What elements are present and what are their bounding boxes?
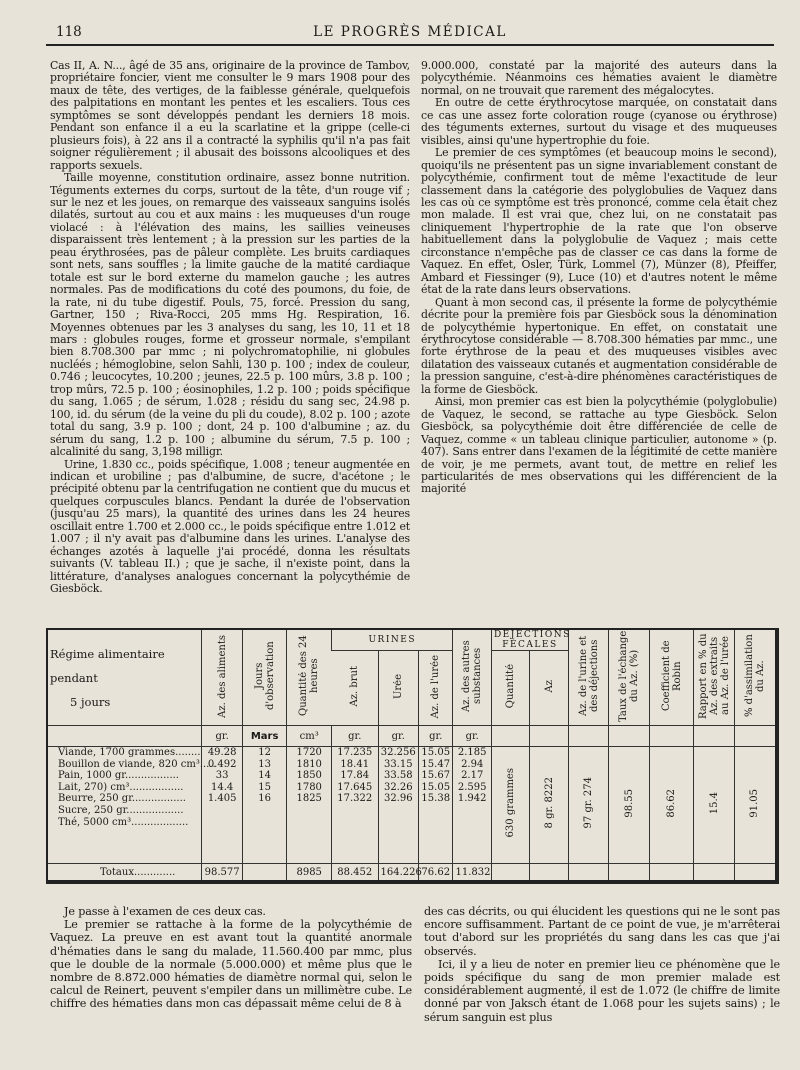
total-quantite: 8985	[287, 864, 332, 881]
right-column-bottom	[424, 905, 780, 1024]
header-az-uree: Az. de l'urée	[419, 651, 453, 726]
dej-az-value: 8 gr. 8222	[530, 747, 568, 864]
regime-duration: 5 jours	[70, 694, 111, 709]
urines-group-header: URINES	[331, 630, 453, 651]
paragraph: Urine, 1.830 cc., poids spécifique, 1.008 ; teneur augmentée en indican et urobiline ; pas d'albumine, de sucre, d'acétone ; le précipité obtenu par la centrifugation ne contient que du mucus et quelques corpuscules blancs. Pendant la durée de l'observation (jusqu'au 25 mars), la quantité des urines dans les 24 heures oscillait entre 1.700 et 2.000 cc., le poids spécifique entre 1.012 et 1.007 ; il n'y avait pas d'albumine dans les urines. L'analyse des échanges azotés à laquelle j'ai procédé, donna les résultats suivants (V. tableau II.) ; que je sache, il n'existe point, dans la littérature, d'analyses analogues concernant la polycythémie de Giesböck.	[50, 457, 410, 596]
nitrogen-exchange-table	[46, 628, 779, 884]
paragraph: Cas II, A. N..., âgé de 35 ans, originaire de la province de Tambov, propriétaire foncier, vient me consulter le 9 mars 1908 pour des maux de tête, des vertiges, de la faiblesse générale, quelquefois des palpitations en montant les pentes et les escaliers. Tous ces symptômes se sont développés pendant les derniers 18 mois. Pendant son enfance il a eu la scarlatine et la grippe (celle-ci plusieurs fois), à 22 ans il a contracté la syphilis qu'il n'a pas fait soigner régulièrement ; il abusait des boissons alcooliques et des rapports sexuels.	[50, 59, 410, 172]
az-autres-values: 2.185 2.94 2.17 2.595 1.942	[453, 747, 491, 864]
header-quantite-24h: Quantité des 24 heures	[287, 630, 332, 726]
uree-values: 32.256 33.15 33.58 32.26 32.96	[378, 747, 418, 864]
right-column-top	[421, 60, 777, 496]
header-uree: Urée	[378, 651, 418, 726]
paragraph: 9.000.000, constaté par la majorité des auteurs dans la polycythémie. Néanmoins ces hématies avaient le diamètre normal, on ne trouvait que rarement des mégalocytes.	[421, 59, 777, 97]
unit-jours: Mars	[242, 726, 287, 747]
unit-az-aliments: gr.	[202, 726, 242, 747]
units-row	[48, 726, 775, 747]
page-header	[46, 22, 774, 42]
az-aliments-values: 49.28 0.492 33 14.4 1.405	[202, 747, 242, 864]
paragraph: des cas décrits, ou qui élucident les questions qui ne le sont pas encore suffisamment. Partant de ce point de vue, je m'arrêterai tout d'abord sur les propriétés du sang dans les cas que j'ai observés.	[424, 905, 780, 958]
header-az-urine-dej: Az. de l'urine et des déjections	[568, 630, 608, 726]
total-uree: 164.226	[378, 864, 418, 881]
header-dej-az: Az	[530, 651, 568, 726]
jours-values: 12 13 14 15 16	[242, 747, 287, 864]
data-rows	[48, 747, 775, 864]
paragraph: Taille moyenne, constitution ordinaire, assez bonne nutrition. Téguments externes du corps, surtout de la tête, d'un rouge vif ; sur le nez et les joues, on remarque des vaisseaux sanguins isolés dilatés, surtout au cou et aux mains : les muqueuses d'un rouge violacé : à l'élévation des mains, les saillies veineuses disparaissent très lentement ; à la pression sur les parties de la peau érythrosées, pas de pâleur complète. Les bruits cardiaques sont nets, sans souffles ; la limite gauche de la matité cardiaque totale est sur le bord externe du mamelon gauche ; les autres normales. Pas de modifications du coté des poumons, du foie, de la rate, ni du tube digestif. Pouls, 75, forcé. Pression du sang, Gartner, 150 ; Riva-Rocci, 205 mms Hg. Respiration, 16. Moyennes obtenues par les 3 analyses du sang, les 10, 11 et 18 mars : globules rouges, forme et grosseur normale, s'empilant bien 8.708.300 par mmc ; ni polychromatophilie, ni globules nucléés ; hémoglobine, selon Sahli, 130 p. 100 ; index de couleur, 0.746 ; leucocytes, 10.200 ; jeunes, 22.5 p. 100 mûrs, 3.8 p. 100 ; trop mûrs, 72.5 p. 100 ; éosinophiles, 1.2 p. 100 ; poids spécifique du sang, 1.065 ; de sérum, 1.028 ; résidu du sang sec, 24.98 p. 100, id. du sérum (de la veine du pli du coude), 8.02 p. 100 ; azote total du sang, 3.9 p. 100 ; dont, 24 p. 100 d'albumine ; az. du sérum du sang, 1.2 p. 100 ; albumine du sérum, 7.5 p. 100 ; alcalinité du sang, 3,198 milligr.	[50, 171, 410, 459]
unit-uree: gr.	[378, 726, 418, 747]
paragraph: Ici, il y a lieu de noter en premier lieu ce phénomène que le poids spécifique du sang de mon premier malade est considérablement augmenté, il est de 1.072 (le chiffre de limite donné par von Jaksch étant de 1.068 pour les sujets sains) ; le sérum sanguin est plus	[424, 957, 780, 1024]
unit-quantite: cm³	[287, 726, 332, 747]
regime-header	[48, 630, 202, 726]
total-az-aliments: 98.577	[202, 864, 242, 881]
left-column-top	[50, 60, 410, 595]
paragraph: Le premier se rattache à la forme de la polycythémie de Vaquez. La preuve en est avant tout la quantité anormale d'hématies dans le sang du malade, 11.560.400 par mmc, plus que le double de la normale (5.000.000) et même plus que le nombre de 8.872.000 hématies de diamètre normal qui, selon le calcul de Reinert, peuvent s'empiler dans un millimètre cube. Le chiffre des hématies dans mon cas dépassait même celui de 8 à	[50, 918, 412, 1011]
paragraph: Je passe à l'examen de ces deux cas.	[64, 905, 266, 918]
header-rapport: Rapport en % du Az. des extraits au Az. de l'urée	[694, 630, 734, 726]
coef-value: 86.62	[649, 747, 694, 864]
az-uree-values: 15.05 15.47 15.67 15.05 15.38	[419, 747, 453, 864]
unit-az-uree: gr.	[419, 726, 453, 747]
left-column-bottom	[50, 905, 412, 1011]
unit-az-brut: gr.	[331, 726, 378, 747]
total-az-brut: 88.452	[331, 864, 378, 881]
header-jours: Jours d'observation	[242, 630, 287, 726]
total-az-autres: 11.832	[453, 864, 491, 881]
assim-value: 91.05	[734, 747, 775, 864]
quantite-values: 1720 1810 1850 1780 1825	[287, 747, 332, 864]
taux-value: 98.55	[609, 747, 649, 864]
paragraph: Ainsi, mon premier cas est bien la polycythémie (polyglobulie) de Vaquez, le second, se rattache au type Giesböck. Selon Giesböck, sa polycythémie doit être différenciée de celle de Vaquez, comme « un tableau clinique particulier, autonome » (p. 407). Sans entrer dans l'examen de la légitimité de cette manière de voir, je me permets, avant tout, de mettre en relief les particularités de mes observations qui les différencient de la majorité	[421, 395, 777, 496]
paragraph: En outre de cette érythrocytose marquée, on constatait dans ce cas une assez forte coloration rouge (cyanose ou érythrose) des téguments externes, surtout du visage et des muqueuses visibles, ainsi qu'une hypertrophie du foie.	[421, 96, 777, 147]
az-urine-dej-value: 97 gr. 274	[568, 747, 608, 864]
header-taux: Taux de l'échange du Az. (%)	[609, 630, 649, 726]
total-az-uree: 76.62	[419, 864, 453, 881]
header-coef: Coefficient de Robin	[649, 630, 694, 726]
header-az-aliments: Az. des aliments	[202, 630, 242, 726]
regime-label: Régime alimentaire pendant	[50, 646, 165, 685]
az-brut-values: 17.235 18.41 17.84 17.645 17.322	[331, 747, 378, 864]
header-az-autres: Az. des autres substances	[453, 630, 491, 726]
page-number: 118	[56, 24, 82, 40]
rapport-value: 15.4	[694, 747, 734, 864]
header-assim: % d'assimilation du Az.	[734, 630, 775, 726]
header-dej-quantite: Quantité	[491, 651, 529, 726]
header-rule	[46, 44, 774, 46]
paragraph: Le premier de ces symptômes (et beaucoup moins le second), quoiqu'ils ne présentent pas un signe invariablement constant de polycythémie, confirment tout de même l'exactitude de leur classement dans la catégorie des polyglobulies de Vaquez dans les cas où ce symptôme est très prononcé, comme cela était chez mon malade. Il est vrai que, chez lui, on ne constatait pas cliniquement l'hypertrophie de la rate que l'on observe habituellement dans la polyglobulie de Vaquez ; mais cette circonstance n'empêche pas de classer ce cas dans la forme de Vaquez. En effet, Osler, Türk, Lommel (7), Münzer (8), Pfeiffer, Ambard et Fiessinger (9), Luce (10) et d'autres notent le même état de la rate dans leurs observations.	[421, 146, 777, 297]
dej-quantite-value: 630 grammes	[491, 747, 529, 864]
dejections-group-header: DÉJECTIONS FÉCALES	[491, 630, 568, 651]
totals-row	[48, 864, 775, 881]
header-az-brut: Az. brut	[349, 666, 360, 707]
foods-list: Viande, 1700 grammes........ Bouillon de viande, 820 cm³..... Pain, 1000 gr................. Lait, 270) cm³................. Beurre, 250 gr................. Sucre, 250 gr.................. Thé, 5000 cm³..................	[58, 747, 216, 828]
unit-az-autres: gr.	[453, 726, 491, 747]
totals-label: Totaux.............	[48, 864, 202, 881]
paragraph: Quant à mon second cas, il présente la forme de polycythémie décrite pour la première fois par Giesböck sous la dénomination de polycythémie hypertonique. En effet, on constatait une érythrocytose considérable — 8.708.300 hématies par mmc., une forte érythrose de la peau et des muqueuses visibles avec dilatation des vaisseaux cutanés et augmentation considérable de la pression sanguine, c'est-à-dire phénomènes caractéristiques de la forme de Giesböck.	[421, 295, 777, 396]
journal-title: LE PROGRÈS MÉDICAL	[313, 24, 507, 40]
